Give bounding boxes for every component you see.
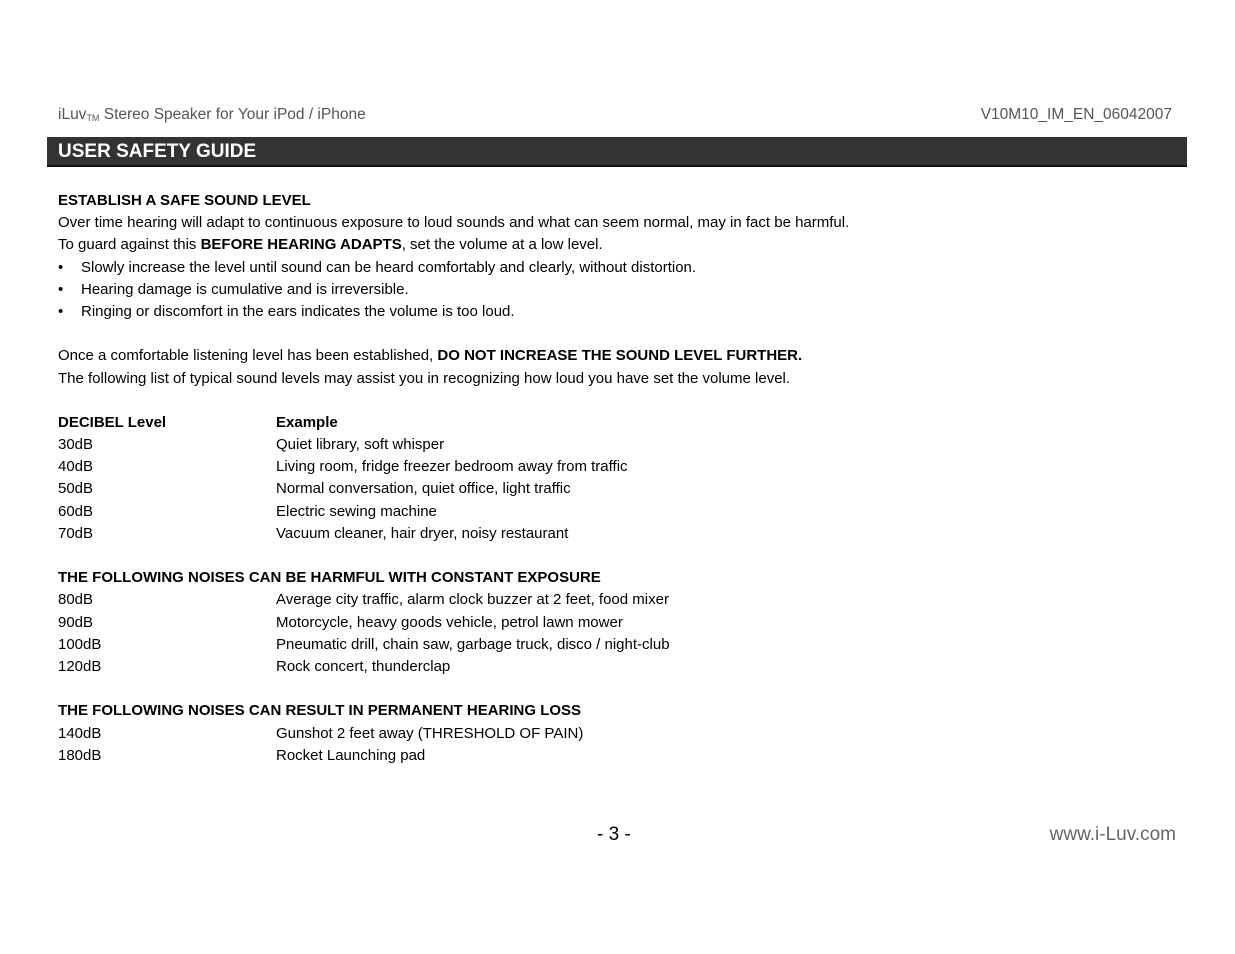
p3-text-pre: Once a comfortable listening level has been established, [58,347,438,365]
table-row [58,434,1178,456]
header-doc-code: V10M10_IM_EN_06042007 [980,106,1172,123]
table-row [58,589,1178,611]
decibel-cell: 30dB [58,436,94,454]
intro-paragraph-1: Over time hearing will adapt to continuous exposure to loud sounds and what can seem normal, may in fact be harmful. [58,214,850,232]
p2-text-bold: BEFORE HEARING ADAPTS [200,236,402,254]
example-cell: Quiet library, soft whisper [276,436,445,454]
decibel-cell: 60dB [58,502,94,520]
decibel-cell: 50dB [58,480,94,498]
website-url: www.i-Luv.com [1049,824,1176,845]
table-row [58,634,1178,656]
product-description: Stereo Speaker for Your iPod / iPhone [99,106,366,123]
table-row [58,723,1178,745]
bullet-item: • Hearing damage is cumulative and is irreversible. [58,279,1178,301]
example-cell: Rocket Launching pad [276,746,426,764]
intro-heading: ESTABLISH A SAFE SOUND LEVEL [58,192,311,209]
p2-text-pre: To guard against this [58,236,201,254]
document-body [58,190,1178,767]
intro-paragraph-2 [58,234,1178,256]
bullet-item: • Slowly increase the level until sound can be heard comfortably and clearly, without distortion. [58,257,1178,279]
intro-paragraph-4: The following list of typical sound levels may assist you in recognizing how loud you have set the volume level. [58,369,791,387]
page-number: - 3 - [597,824,631,845]
section-banner [47,137,1187,167]
table-row [58,501,1178,523]
example-cell: Electric sewing machine [276,502,437,520]
table-row [58,456,1178,478]
example-cell: Motorcycle, heavy goods vehicle, petrol lawn mower [276,613,623,631]
table-header-row [58,412,1178,434]
table-row [58,612,1178,634]
permanent-heading: THE FOLLOWING NOISES CAN RESULT IN PERMANENT HEARING LOSS [58,702,582,720]
p2-text-post: , set the volume at a low level. [401,236,603,254]
table-row [58,523,1178,545]
decibel-cell: 80dB [58,591,94,609]
decibel-cell: 90dB [58,613,94,631]
decibel-cell: 140dB [58,724,102,742]
table-row [58,745,1178,767]
intro-paragraph-3 [58,345,1178,367]
example-cell: Average city traffic, alarm clock buzzer at 2 feet, food mixer [276,591,669,609]
p3-text-bold: DO NOT INCREASE THE SOUND LEVEL FURTHER. [437,347,803,365]
decibel-cell: 180dB [58,746,102,764]
header-product-title [58,106,366,124]
column-header-example: Example [276,413,338,431]
trademark-mark: TM [86,113,100,123]
example-cell: Rock concert, thunderclap [276,657,451,675]
example-cell: Normal conversation, quiet office, light traffic [276,480,571,498]
example-cell: Vacuum cleaner, hair dryer, noisy restaurant [276,524,569,542]
example-cell: Living room, fridge freezer bedroom away from traffic [276,458,628,476]
decibel-cell: 70dB [58,524,94,542]
decibel-cell: 120dB [58,657,102,675]
brand-name: iLuv [58,106,87,123]
decibel-cell: 100dB [58,635,102,653]
column-header-decibel: DECIBEL Level [58,413,167,431]
bullet-item: • Ringing or discomfort in the ears indicates the volume is too loud. [58,301,1178,323]
example-cell: Pneumatic drill, chain saw, garbage truck, disco / night-club [276,635,670,653]
harmful-heading: THE FOLLOWING NOISES CAN BE HARMFUL WITH CONSTANT EXPOSURE [58,569,601,587]
table-row [58,656,1178,678]
decibel-cell: 40dB [58,458,94,476]
table-row [58,478,1178,500]
example-cell: Gunshot 2 feet away (THRESHOLD OF PAIN) [276,724,584,742]
section-title: USER SAFETY GUIDE [58,141,257,162]
